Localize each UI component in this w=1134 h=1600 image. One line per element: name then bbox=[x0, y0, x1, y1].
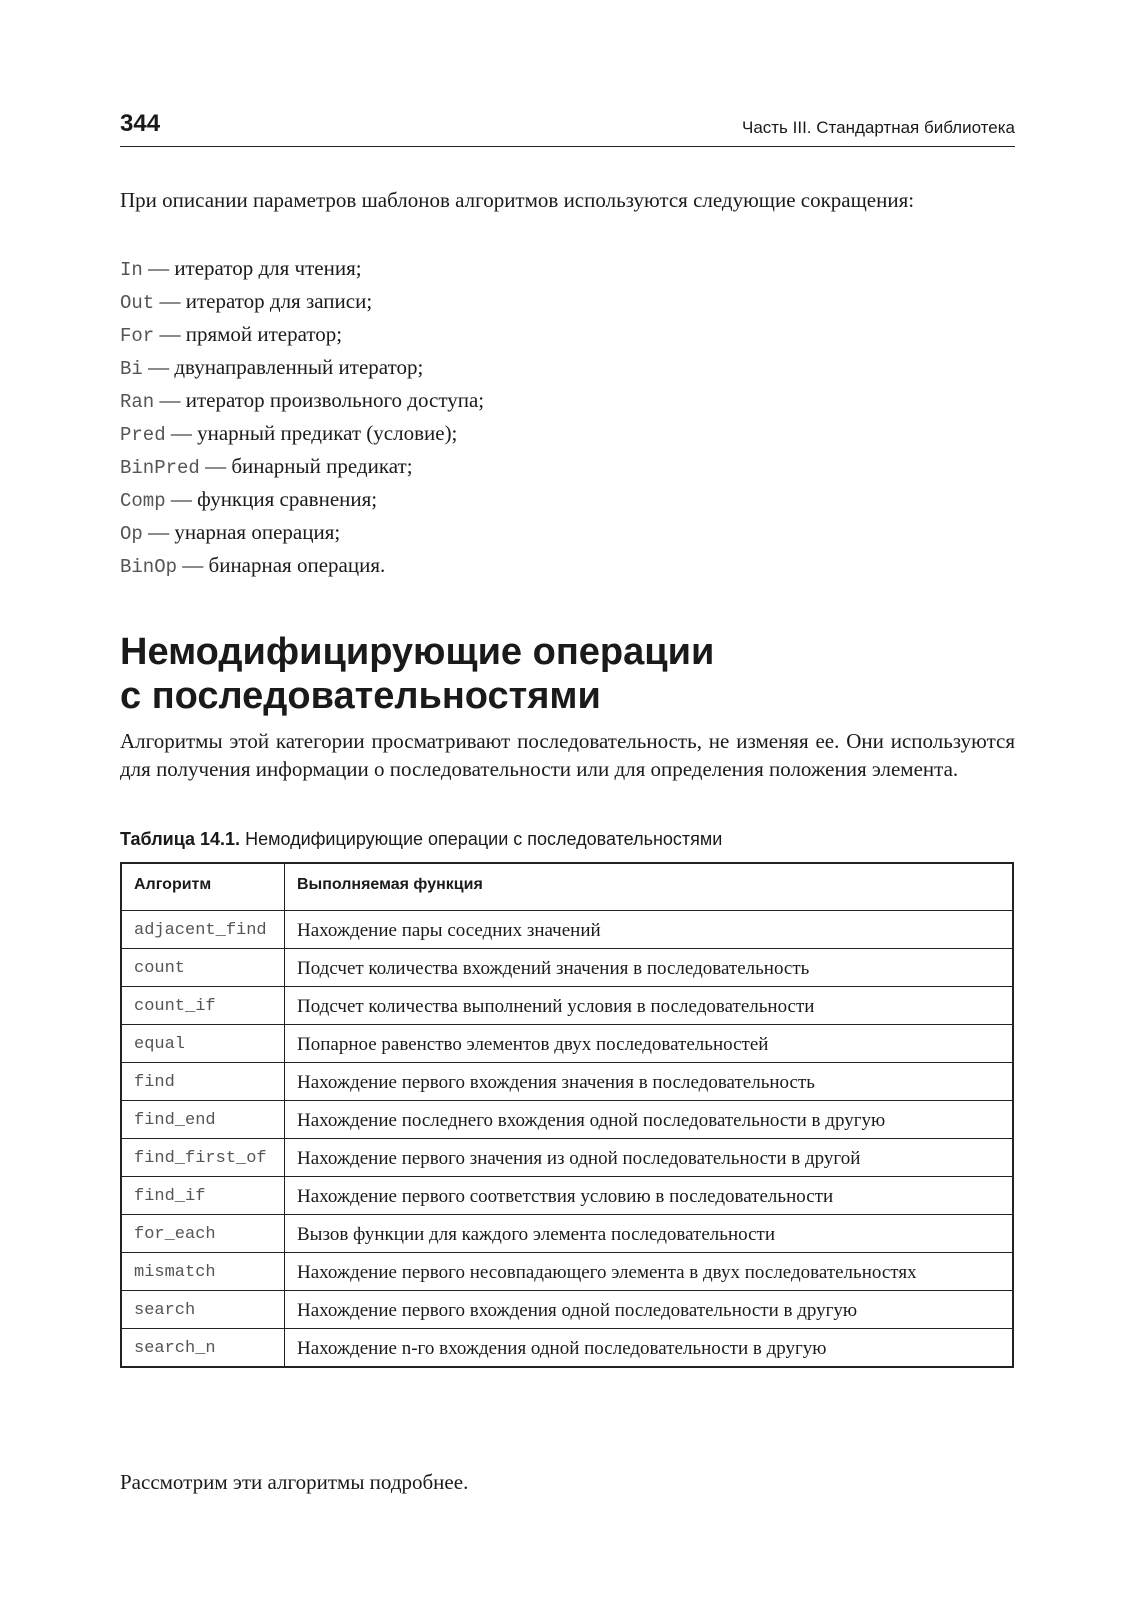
abbreviation-code: Ran bbox=[120, 391, 155, 413]
algorithm-name: count bbox=[121, 949, 285, 987]
abbreviation-item bbox=[120, 450, 1015, 483]
abbreviation-item bbox=[120, 318, 1015, 351]
algorithm-name: adjacent_find bbox=[121, 911, 285, 949]
abbreviation-item bbox=[120, 351, 1015, 384]
abbreviation-code: Comp bbox=[120, 490, 166, 512]
algorithm-description: Нахождение первого вхождения значения в последовательность bbox=[285, 1063, 1014, 1101]
closing-paragraph: Рассмотрим эти алгоритмы подробнее. bbox=[120, 1470, 469, 1494]
abbreviation-item bbox=[120, 483, 1015, 516]
abbreviation-desc: — бинарный предикат; bbox=[199, 454, 413, 478]
abbreviation-item bbox=[120, 417, 1015, 450]
abbreviation-code: In bbox=[120, 259, 143, 281]
algorithm-name: for_each bbox=[121, 1215, 285, 1253]
algorithm-description: Нахождение n-го вхождения одной последовательности в другую bbox=[285, 1329, 1014, 1368]
algorithms-table bbox=[120, 862, 1014, 1368]
algorithm-name: search_n bbox=[121, 1329, 285, 1368]
abbreviation-desc: — прямой итератор; bbox=[154, 322, 343, 346]
algorithm-description: Нахождение последнего вхождения одной последовательности в другую bbox=[285, 1101, 1014, 1139]
table-row bbox=[121, 1253, 1013, 1291]
abbreviation-desc: — унарная операция; bbox=[142, 520, 341, 544]
abbreviation-desc: — бинарная операция. bbox=[177, 553, 386, 577]
algorithm-description: Нахождение первого вхождения одной последовательности в другую bbox=[285, 1291, 1014, 1329]
table-caption bbox=[120, 829, 1015, 850]
algorithm-description: Нахождение первого несовпадающего элемента в двух последовательностях bbox=[285, 1253, 1014, 1291]
table-row bbox=[121, 987, 1013, 1025]
algorithm-description: Подсчет количества вхождений значения в последовательность bbox=[285, 949, 1014, 987]
page-header bbox=[120, 108, 1015, 147]
abbreviation-desc: — функция сравнения; bbox=[165, 487, 378, 511]
abbreviation-code: Out bbox=[120, 292, 155, 314]
section-title bbox=[120, 630, 1015, 718]
algorithm-name: find_end bbox=[121, 1101, 285, 1139]
algorithm-name: mismatch bbox=[121, 1253, 285, 1291]
abbreviation-desc: — итератор произвольного доступа; bbox=[154, 388, 485, 412]
intro-paragraph: При описании параметров шаблонов алгоритмов используются следующие сокращения: bbox=[120, 188, 915, 212]
table-row bbox=[121, 1329, 1013, 1368]
abbreviation-desc: — итератор для записи; bbox=[154, 289, 373, 313]
abbreviation-code: Pred bbox=[120, 424, 166, 446]
column-header-function: Выполняемая функция bbox=[285, 863, 1014, 911]
algorithm-name: find_if bbox=[121, 1177, 285, 1215]
table-caption-label: Таблица 14.1. bbox=[120, 829, 241, 849]
abbreviation-desc: — унарный предикат (условие); bbox=[165, 421, 458, 445]
algorithm-name: count_if bbox=[121, 987, 285, 1025]
abbreviation-code: For bbox=[120, 325, 155, 347]
table-row bbox=[121, 1101, 1013, 1139]
section-title-line1: Немодифицирующие операции bbox=[120, 631, 715, 673]
table-header-row bbox=[121, 863, 1013, 911]
algorithm-name: find_first_of bbox=[121, 1139, 285, 1177]
algorithm-description: Нахождение первого соответствия условию в последовательности bbox=[285, 1177, 1014, 1215]
section-title-line2: с последовательностями bbox=[120, 675, 601, 717]
abbreviation-item bbox=[120, 549, 1015, 582]
abbreviation-code: Bi bbox=[120, 358, 143, 380]
running-title: Часть III. Стандартная библиотека bbox=[741, 118, 1015, 137]
algorithm-description: Попарное равенство элементов двух последовательностей bbox=[285, 1025, 1014, 1063]
algorithm-description: Подсчет количества выполнений условия в последовательности bbox=[285, 987, 1014, 1025]
table-row bbox=[121, 949, 1013, 987]
abbreviation-code: BinPred bbox=[120, 457, 200, 479]
abbreviation-item bbox=[120, 516, 1015, 549]
column-header-algorithm: Алгоритм bbox=[121, 863, 285, 911]
table-row bbox=[121, 911, 1013, 949]
algorithm-name: search bbox=[121, 1291, 285, 1329]
algorithm-name: find bbox=[121, 1063, 285, 1101]
table-row bbox=[121, 1025, 1013, 1063]
abbreviation-item bbox=[120, 384, 1015, 417]
algorithm-name: equal bbox=[121, 1025, 285, 1063]
algorithm-description: Вызов функции для каждого элемента последовательности bbox=[285, 1215, 1014, 1253]
algorithm-description: Нахождение первого значения из одной последовательности в другой bbox=[285, 1139, 1014, 1177]
table-caption-text: Немодифицирующие операции с последовательностями bbox=[240, 829, 723, 849]
abbreviation-desc: — двунаправленный итератор; bbox=[142, 355, 424, 379]
abbreviation-code: Op bbox=[120, 523, 143, 545]
abbreviation-list bbox=[120, 252, 1015, 582]
section-paragraph: Алгоритмы этой категории просматривают последовательность, не изменяя ее. Они используются для получения информации о последовательности или для определения положения элемента. bbox=[120, 729, 1015, 781]
abbreviation-desc: — итератор для чтения; bbox=[142, 256, 362, 280]
abbreviation-code: BinOp bbox=[120, 556, 178, 578]
table-row bbox=[121, 1177, 1013, 1215]
algorithm-description: Нахождение пары соседних значений bbox=[285, 911, 1014, 949]
page-number: 344 bbox=[120, 110, 161, 137]
abbreviation-item bbox=[120, 252, 1015, 285]
table-row bbox=[121, 1139, 1013, 1177]
table-row bbox=[121, 1215, 1013, 1253]
table-row bbox=[121, 1291, 1013, 1329]
abbreviation-item bbox=[120, 285, 1015, 318]
table-row bbox=[121, 1063, 1013, 1101]
